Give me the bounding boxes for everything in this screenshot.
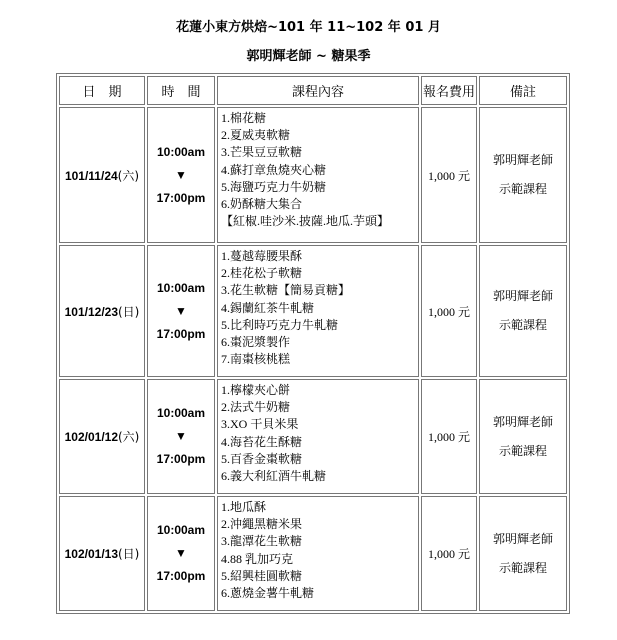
- start-time: 10:00am: [156, 144, 206, 159]
- course-item: 1.地瓜酥: [221, 500, 267, 514]
- start-time: 10:00am: [156, 406, 206, 420]
- time-cell: [147, 107, 215, 243]
- course-item: 【紅椒.哇沙米.披薩.地瓜.芋頭】: [221, 214, 390, 229]
- date-text: 102/01/12: [64, 430, 118, 444]
- start-time: 10:00am: [156, 280, 206, 295]
- header-time: 時 間: [147, 76, 215, 105]
- course-item: 5.百香金棗軟糖: [221, 451, 303, 466]
- course-item: 6.棗泥漿製作: [221, 335, 291, 350]
- course-item: 1.棉花糖: [221, 111, 267, 125]
- note-type: 示範課程: [498, 560, 547, 575]
- course-item: 1.檸檬夾心餅: [221, 383, 291, 397]
- course-item: 6.奶酥糖大集合: [221, 197, 303, 212]
- date-text: 102/01/13: [64, 547, 118, 561]
- date-cell: [59, 379, 145, 494]
- start-time: 10:00am: [156, 523, 206, 537]
- table-row: [59, 107, 567, 243]
- header-fee: 報名費用: [421, 76, 477, 105]
- end-time: 17:00pm: [156, 452, 206, 466]
- fee-cell: 1,000 元: [421, 245, 477, 377]
- course-item: 4.錫蘭紅茶牛軋糖: [221, 300, 315, 315]
- course-item: 3.芒果豆豆軟糖: [221, 145, 303, 160]
- note-teacher: 郭明輝老師: [492, 414, 553, 429]
- table-row: [59, 379, 567, 494]
- weekday-text: (六): [117, 168, 140, 183]
- date-cell: [59, 245, 145, 377]
- fee-cell: 1,000 元: [421, 379, 477, 494]
- course-item: 3.花生軟糖【簡易貢糖】: [221, 283, 351, 298]
- table-header-row: [59, 76, 567, 105]
- note-cell: [479, 379, 567, 494]
- course-cell: [217, 107, 419, 243]
- course-cell: [217, 379, 419, 494]
- time-cell: [147, 245, 215, 377]
- course-item: 4.88 乳加巧克: [221, 551, 294, 566]
- header-note: 備註: [479, 76, 567, 105]
- course-item: 3.龍潭花生軟糖: [221, 534, 303, 549]
- course-item: 2.夏威夷軟糖: [221, 128, 291, 143]
- date-text: 101/11/24: [64, 168, 118, 183]
- time-cell: [147, 379, 215, 494]
- note-cell: [479, 107, 567, 243]
- note-teacher: 郭明輝老師: [492, 153, 553, 167]
- course-item: 2.沖繩黑糖米果: [221, 517, 303, 532]
- note-cell: [479, 496, 567, 611]
- course-item: 5.比利時巧克力牛軋糖: [221, 317, 339, 332]
- course-item: 4.海苔花生酥糖: [221, 434, 303, 449]
- note-type: 示範課程: [498, 182, 547, 196]
- end-time: 17:00pm: [156, 190, 206, 205]
- page-title: 花蓮小東方烘焙~101 年 11~102 年 01 月: [176, 20, 441, 35]
- note-type: 示範課程: [498, 318, 547, 332]
- arrow-down-icon: ▼: [175, 167, 187, 182]
- course-item: 1.蔓越莓腰果酥: [221, 249, 303, 263]
- time-cell: [147, 496, 215, 611]
- table-row: [59, 245, 567, 377]
- schedule-table: [56, 73, 570, 614]
- date-cell: [59, 107, 145, 243]
- arrow-down-icon: ▼: [175, 429, 187, 443]
- course-item: 6.義大利紅酒牛軋糖: [221, 469, 327, 484]
- course-cell: [217, 496, 419, 611]
- note-teacher: 郭明輝老師: [492, 289, 553, 303]
- note-teacher: 郭明輝老師: [492, 531, 553, 546]
- header-course: 課程內容: [217, 76, 419, 105]
- course-item: 6.蔥燒金薯牛軋糖: [221, 586, 315, 601]
- table-row: [59, 496, 567, 611]
- fee-cell: 1,000 元: [421, 107, 477, 243]
- fee-cell: 1,000 元: [421, 496, 477, 611]
- course-item: 5.海鹽巧克力牛奶糖: [221, 179, 327, 194]
- weekday-text: (六): [118, 430, 140, 444]
- arrow-down-icon: ▼: [175, 546, 187, 560]
- page-subtitle: 郭明輝老師 ~ 糖果季: [246, 49, 371, 64]
- note-type: 示範課程: [498, 443, 547, 458]
- date-cell: [59, 496, 145, 611]
- arrow-down-icon: ▼: [175, 303, 187, 318]
- course-item: 3.XO 干貝米果: [221, 417, 299, 432]
- course-item: 5.紹興桂圓軟糖: [221, 568, 303, 583]
- weekday-text: (日): [118, 304, 140, 319]
- note-cell: [479, 245, 567, 377]
- header-date: 日 期: [59, 76, 145, 105]
- course-item: 2.桂花松子軟糖: [221, 266, 303, 281]
- end-time: 17:00pm: [156, 326, 206, 341]
- course-item: 7.南棗核桃糕: [221, 352, 291, 367]
- weekday-text: (日): [118, 547, 140, 561]
- date-text: 101/12/23: [64, 304, 118, 319]
- course-item: 4.蘇打章魚燒夾心糖: [221, 162, 327, 177]
- course-item: 2.法式牛奶糖: [221, 400, 291, 415]
- course-cell: [217, 245, 419, 377]
- end-time: 17:00pm: [156, 569, 206, 583]
